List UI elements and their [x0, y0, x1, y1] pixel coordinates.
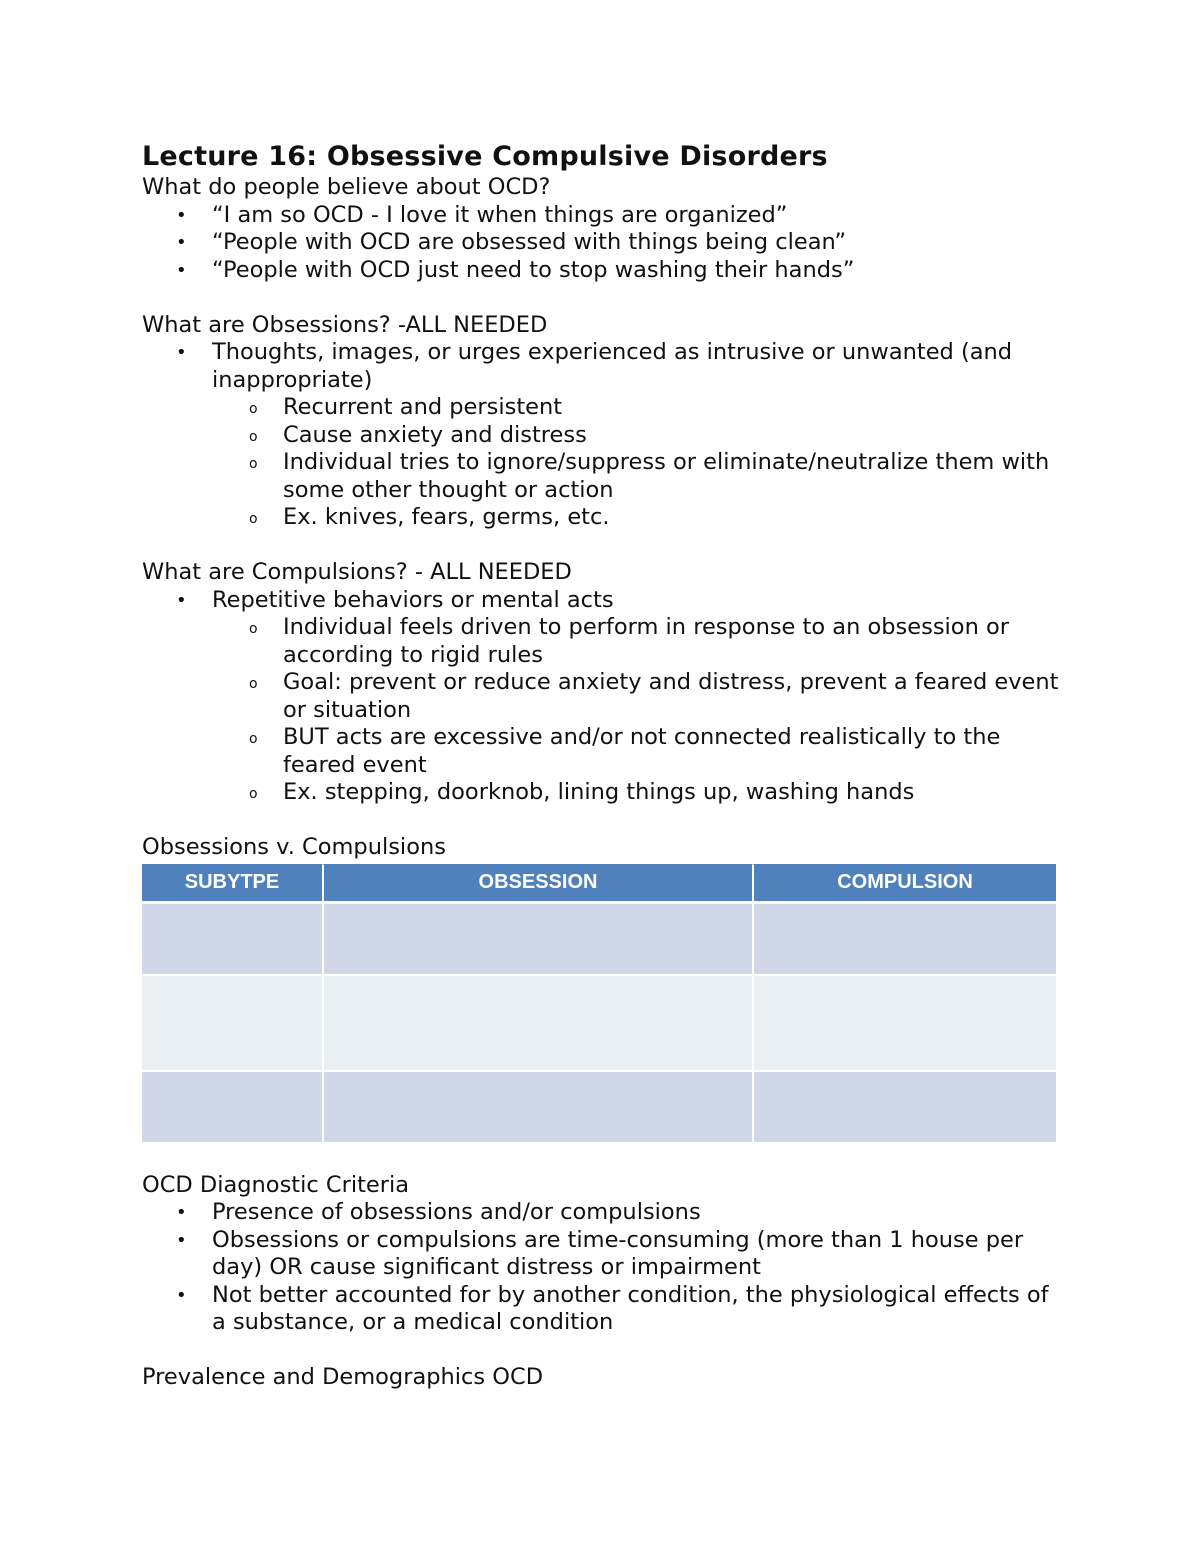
- compulsions-heading: What are Compulsions? - ALL NEEDED: [142, 559, 572, 585]
- compulsions-list: [142, 587, 1062, 807]
- bullet-icon: •: [176, 204, 187, 226]
- list-item: • “I am so OCD - I love it when things are organized”: [176, 201, 788, 228]
- obsessions-list: [142, 339, 1062, 532]
- circle-bullet-icon: o: [249, 621, 258, 637]
- page-title: Lecture 16: Obsessive Compulsive Disorders: [142, 141, 828, 172]
- table-cell[interactable]: [142, 904, 322, 976]
- circle-bullet-icon: o: [249, 401, 258, 417]
- beliefs-heading: What do people believe about OCD?: [142, 174, 551, 200]
- sub-list-item: o Individual feels driven to perform in response to an obsession or according to rigid rules: [249, 614, 1009, 668]
- sub-list-item: o Cause anxiety and distress: [142, 422, 1062, 450]
- table-cell[interactable]: [752, 904, 1056, 976]
- sub-list-item: o Recurrent and persistent: [142, 394, 1062, 422]
- bullet-icon: •: [176, 1284, 187, 1306]
- bullet-icon: •: [176, 589, 187, 611]
- table-cell[interactable]: [322, 1072, 752, 1144]
- bullet-icon: •: [176, 342, 187, 363]
- obsessions-sublist: [212, 394, 1062, 532]
- criteria-heading: OCD Diagnostic Criteria: [142, 1171, 410, 1198]
- bullet-icon: •: [176, 1229, 187, 1251]
- obsessions-heading: What are Obsessions? -ALL NEEDED: [142, 311, 548, 338]
- table-cell[interactable]: [142, 976, 322, 1072]
- bullet-icon: •: [176, 259, 187, 281]
- document-body: [142, 140, 1062, 1392]
- sub-list-item: o Individual tries to ignore/suppress or eliminate/neutralize them with some other thought or action: [249, 449, 1050, 503]
- beliefs-list: [142, 202, 1062, 285]
- circle-bullet-icon: o: [249, 676, 258, 692]
- comparison-table-wrapper: [142, 864, 1056, 1144]
- prevalence-heading: Prevalence and Demographics OCD: [142, 1364, 544, 1390]
- list-item: • “People with OCD just need to stop washing their hands”: [176, 256, 855, 283]
- circle-bullet-icon: o: [249, 786, 258, 802]
- column-header-subtype: SUBYTPE: [142, 864, 322, 904]
- circle-bullet-icon: o: [249, 428, 258, 445]
- table-cell[interactable]: [752, 1072, 1056, 1144]
- circle-bullet-icon: o: [249, 511, 258, 527]
- list-item: • Not better accounted for by another condition, the physiological effects of a substance, or a medical condition: [176, 1281, 1049, 1335]
- table-cell[interactable]: [142, 1072, 322, 1144]
- table-cell[interactable]: [752, 976, 1056, 1072]
- bullet-icon: •: [176, 1202, 187, 1223]
- table-cell[interactable]: [322, 976, 752, 1072]
- compulsions-sublist: [212, 614, 1062, 807]
- list-item: • Repetitive behaviors or mental acts o Individual feels driven to perform in response to an obsession or according to rigid rules o Goal: prevent or reduce anxiety and distress, prevent a feared event or situation o BUT acts are excessive and/or not connected realistically to the feared event o Ex. stepping, doorknob, lining things up, washing hands: [142, 587, 1062, 807]
- circle-bullet-icon: o: [249, 731, 258, 747]
- sub-list-item: o BUT acts are excessive and/or not connected realistically to the feared event: [249, 724, 1001, 778]
- table-header-row: [142, 864, 1056, 904]
- bullet-icon: •: [176, 232, 187, 253]
- table-row: [142, 1072, 1056, 1144]
- comparison-table: [142, 864, 1056, 1144]
- sub-list-item: o Ex. knives, fears, germs, etc.: [142, 504, 1062, 532]
- column-header-compulsion: COMPULSION: [752, 864, 1056, 904]
- sub-list-item: o Ex. stepping, doorknob, lining things up, washing hands: [142, 779, 1062, 807]
- table-cell[interactable]: [322, 904, 752, 976]
- list-item: • Presence of obsessions and/or compulsions: [176, 1199, 701, 1225]
- list-item: • Obsessions or compulsions are time-consuming (more than 1 house per day) OR cause significant distress or impairment: [176, 1226, 1024, 1280]
- list-item: • “People with OCD are obsessed with things being clean”: [176, 229, 847, 255]
- table-row: [142, 976, 1056, 1072]
- table-row: [142, 904, 1056, 976]
- sub-list-item: o Goal: prevent or reduce anxiety and distress, prevent a feared event or situation: [249, 669, 1059, 723]
- circle-bullet-icon: o: [249, 456, 258, 472]
- criteria-list: [142, 1199, 1062, 1337]
- column-header-obsession: OBSESSION: [322, 864, 752, 904]
- comparison-heading: Obsessions v. Compulsions: [142, 834, 446, 860]
- list-item: • Thoughts, images, or urges experienced as intrusive or unwanted (and inappropriate) o Recurrent and persistent o Cause anxiety and distress o Individual tries to ignore/suppress or eliminate/neutralize them with some other thought or action o Ex. knives, fears, germs, etc.: [142, 339, 1062, 532]
